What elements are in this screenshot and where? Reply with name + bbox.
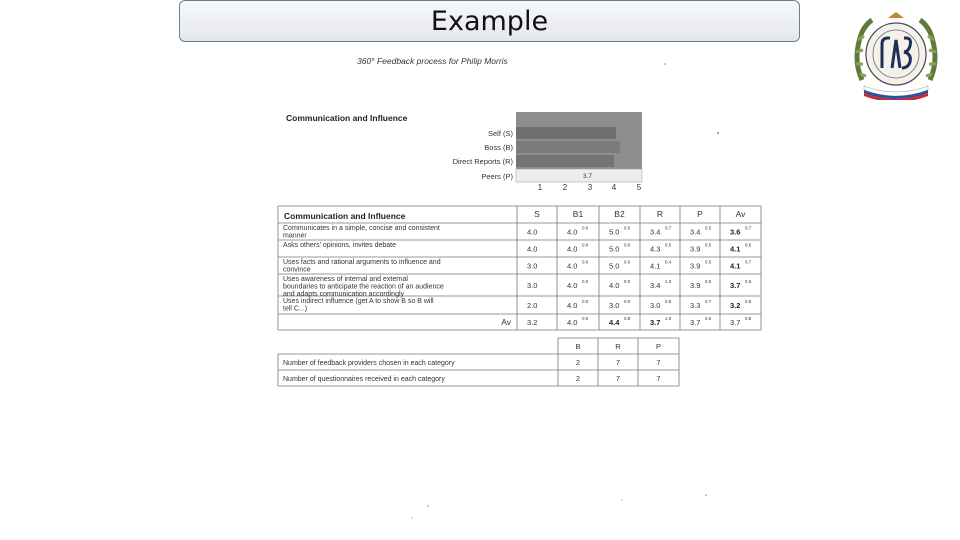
providers-header-r: R: [615, 342, 621, 351]
scan-speck: [705, 494, 707, 496]
document-heading: 360° Feedback process for Philip Morris: [357, 56, 508, 66]
std-dev-value: 0.0: [582, 316, 589, 321]
std-dev-value: 1.0: [665, 316, 672, 321]
table-row-label: Communicates in a simple, concise and consistent: [283, 225, 440, 232]
chart-scale-3: 3: [587, 183, 593, 192]
table-cell-b1: 4.0: [567, 281, 578, 290]
table-cell-p: 3.9: [690, 244, 701, 254]
providers-header-b: B: [575, 342, 581, 351]
providers-row-label: Number of questionnaires received in each category: [283, 376, 445, 383]
table-cell-r: 3.0: [650, 301, 661, 310]
chart-bar-self: [516, 127, 616, 139]
table-cell-av: 3.7: [730, 281, 741, 290]
std-dev-value: 0.5: [705, 225, 712, 231]
chart-row-label-direct-reports: Direct Reports (R): [452, 157, 513, 166]
table-row-label: tell C...): [283, 305, 308, 313]
std-dev-value: 0.7: [665, 225, 672, 231]
scan-speck: [717, 132, 719, 134]
providers-table: [278, 338, 679, 386]
std-dev-value: 0.0: [624, 225, 631, 231]
std-dev-value: 0.5: [665, 242, 672, 248]
std-dev-value: 0.5: [705, 259, 712, 265]
scores-table: [278, 206, 761, 330]
chart-title: Communication and Influence: [286, 113, 408, 123]
std-dev-value: 0.5: [705, 242, 712, 248]
table-avg-cell-p: 3.7: [690, 318, 701, 327]
table-cell-b2: 4.0: [609, 281, 620, 290]
chart-bar-peers-bg: [516, 169, 642, 182]
table-row-label: Uses awareness of internal and external: [283, 276, 408, 283]
table-cell-av: 3.2: [730, 301, 741, 310]
std-dev-value: 0.0: [582, 279, 589, 284]
chart-row-label-boss: Boss (B): [484, 143, 513, 152]
providers-cell-b: 2: [575, 358, 581, 367]
chart-bar-direct-reports: [516, 155, 614, 167]
std-dev-value: 0.0: [582, 299, 589, 304]
scan-speck: [664, 63, 666, 65]
chart-scale-5: 5: [636, 183, 642, 192]
table-cell-b1: 4.0: [567, 227, 578, 237]
table-header-b1: B1: [572, 209, 584, 219]
scan-speck: [427, 505, 429, 507]
chart-row-label-peers: Peers (P): [481, 172, 513, 181]
std-dev-value: 0.0: [582, 259, 589, 265]
scan-speck: [411, 517, 412, 518]
table-row-label: Asks others' opinions, invites debate: [283, 242, 397, 249]
table-cell-b2: 5.0: [609, 261, 620, 271]
providers-row-label: Number of feedback providers chosen in each category: [283, 360, 455, 367]
table-header-b2: B2: [614, 209, 625, 219]
table-header-av: Av: [735, 209, 746, 219]
table-cell-b1: 4.0: [567, 301, 578, 310]
table-cell-p: 3.4: [690, 227, 701, 237]
std-dev-value: 0.0: [624, 279, 631, 284]
std-dev-value: 0.8: [665, 299, 672, 304]
std-dev-value: 0.7: [745, 259, 752, 265]
std-dev-value: 0.6: [745, 279, 752, 284]
std-dev-value: 0.6: [745, 242, 752, 248]
table-cell-r: 3.4: [650, 227, 661, 237]
providers-cell-b: 2: [575, 374, 581, 383]
std-dev-value: 0.0: [582, 242, 589, 248]
feedback-bar-chart: [286, 112, 642, 192]
table-row-label: manner: [283, 232, 307, 240]
providers-cell-p: 7: [656, 358, 661, 367]
table-cell-b2: 3.0: [609, 301, 620, 310]
std-dev-value: 0.7: [705, 299, 712, 304]
table-cell-p: 3.9: [690, 261, 701, 271]
chart-row-label-self: Self (S): [487, 129, 513, 138]
std-dev-value: 1.0: [665, 279, 672, 284]
table-row-label: and adapts communication accordingly: [283, 291, 405, 299]
table-header-criteria: Communication and Influence: [284, 211, 406, 221]
table-cell-av: 4.1: [730, 244, 741, 254]
table-cell-b2: 5.0: [609, 227, 620, 237]
table-cell-s: 3.0: [527, 281, 538, 290]
table-row-label: convince: [283, 266, 311, 274]
table-row-label: boundaries to anticipate the reaction of an audience: [283, 283, 444, 291]
table-avg-cell-b2: 4.4: [609, 318, 620, 327]
table-cell-b1: 4.0: [567, 244, 578, 254]
table-cell-b1: 4.0: [567, 261, 578, 271]
std-dev-value: 0.8: [745, 299, 752, 304]
providers-cell-p: 7: [656, 374, 661, 383]
std-dev-value: 0.8: [745, 316, 752, 321]
providers-cell-r: 7: [615, 374, 621, 383]
std-dev-value: 0.6: [705, 316, 712, 321]
std-dev-value: 0.7: [745, 225, 752, 231]
table-cell-av: 4.1: [730, 261, 741, 271]
scan-speck: [621, 499, 622, 500]
table-avg-cell-s: 3.2: [527, 318, 538, 327]
std-dev-value: 0.0: [624, 259, 631, 265]
table-cell-s: 4.0: [527, 227, 538, 237]
table-row-label: Uses indirect influence (get A to show B so B will: [283, 298, 434, 305]
table-cell-s: 4.0: [527, 244, 538, 254]
table-cell-s: 3.0: [527, 261, 538, 271]
chart-value-label: 3.7: [583, 173, 593, 180]
table-cell-r: 4.1: [650, 261, 661, 271]
table-header-s: S: [534, 209, 540, 219]
table-cell-r: 4.3: [650, 244, 661, 254]
table-cell-av: 3.6: [730, 227, 741, 237]
table-row-label: Uses facts and rational arguments to influence and: [283, 259, 441, 266]
table-cell-s: 2.0: [527, 301, 538, 310]
chart-scale-4: 4: [611, 183, 617, 192]
chart-scale-1: 1: [537, 183, 543, 192]
std-dev-value: 0.4: [665, 259, 672, 265]
table-cell-r: 3.4: [650, 281, 661, 290]
table-header-p: P: [697, 209, 703, 219]
table-cell-b2: 5.0: [609, 244, 620, 254]
table-avg-label: Av: [501, 317, 511, 327]
table-cell-p: 3.9: [690, 281, 701, 290]
std-dev-value: 0.0: [582, 225, 589, 231]
table-avg-cell-r: 3.7: [650, 318, 661, 327]
document-content: [278, 56, 761, 519]
std-dev-value: 0.0: [624, 299, 631, 304]
slide-title: Example: [430, 6, 549, 37]
std-dev-value: 0.5: [705, 279, 712, 284]
providers-header-p: P: [655, 342, 662, 351]
providers-cell-r: 7: [615, 358, 621, 367]
table-avg-cell-b1: 4.0: [567, 318, 578, 327]
chart-bar-boss: [516, 141, 620, 153]
std-dev-value: 0.0: [624, 242, 631, 248]
chart-scale-2: 2: [562, 183, 568, 192]
table-header-r: R: [656, 209, 664, 219]
std-dev-value: 0.8: [624, 316, 631, 321]
table-avg-cell-av: 3.7: [730, 318, 741, 327]
table-cell-p: 3.3: [690, 301, 701, 310]
